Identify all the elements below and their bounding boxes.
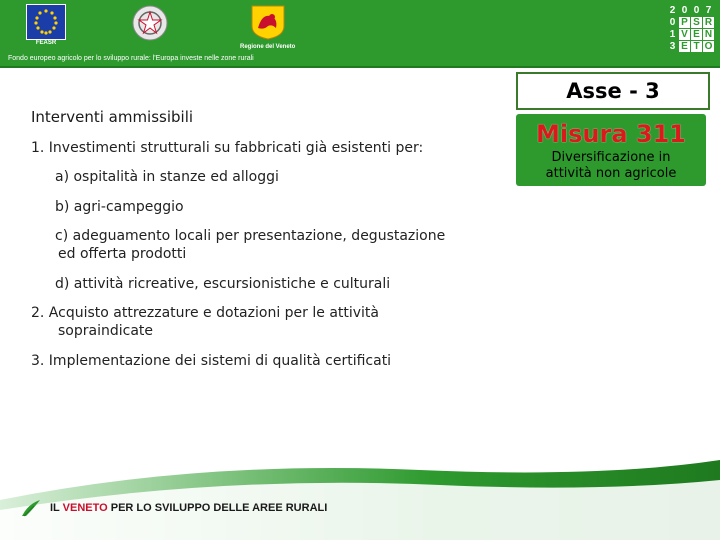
misura-box xyxy=(516,114,706,186)
list-item-1d: d) attività ricreative, escursionistiche e culturali xyxy=(55,276,391,292)
psr-cell: V xyxy=(679,29,690,40)
psr-cell: S xyxy=(691,17,702,28)
leaf-icon xyxy=(20,498,42,518)
section-heading: Interventi ammissibili xyxy=(31,108,194,126)
footer-wave-decoration xyxy=(0,440,720,540)
psr-cell: N xyxy=(704,29,713,40)
list-item-1: 1. Investimenti strutturali su fabbricati già esistenti per: xyxy=(31,140,424,156)
veneto-region-logo xyxy=(240,4,295,50)
header-tagline: Fondo europeo agricolo per lo sviluppo rurale: l'Europa investe nelle zone rurali xyxy=(8,55,254,62)
misura-description xyxy=(516,150,706,182)
psr-cell: 3 xyxy=(669,41,676,52)
psr-2007-2013-logo xyxy=(667,5,714,52)
psr-cell: 0 xyxy=(681,5,688,16)
psr-cell: R xyxy=(704,17,713,28)
psr-cell: E xyxy=(679,41,690,52)
misura-description-line2: attività non agricole xyxy=(545,166,677,181)
list-item-1c-line2: ed offerta prodotti xyxy=(58,246,187,262)
psr-cell: O xyxy=(704,41,713,52)
italy-emblem-logo xyxy=(131,4,169,46)
asse-title: Asse - 3 xyxy=(566,79,660,103)
header-band xyxy=(0,0,720,66)
lion-of-st-mark-icon xyxy=(248,4,288,40)
list-item-1c-line1: c) adeguamento locali per presentazione, degustazione xyxy=(55,228,446,244)
italy-emblem-icon xyxy=(131,4,169,42)
psr-cell: 7 xyxy=(705,5,712,16)
footer-highlight: VENETO xyxy=(62,502,108,514)
list-item-2-line1: 2. Acquisto attrezzature e dotazioni per le attività xyxy=(31,305,380,321)
psr-cell: T xyxy=(691,41,702,52)
list-item-2-line2: sopraindicate xyxy=(58,323,153,339)
eu-flag-icon xyxy=(26,4,66,40)
psr-cell: 2 xyxy=(669,5,676,16)
footer-slogan xyxy=(50,502,327,514)
list-item-1b: b) agri-campeggio xyxy=(55,199,184,215)
list-item-1a: a) ospitalità in stanze ed alloggi xyxy=(55,169,279,185)
eu-logo-caption: FEASR xyxy=(35,40,57,46)
psr-cell: P xyxy=(679,17,690,28)
misura-description-line1: Diversificazione in xyxy=(551,150,671,165)
eu-flag-logo xyxy=(26,4,66,46)
asse-label-box xyxy=(516,72,710,110)
psr-cell: 1 xyxy=(669,29,676,40)
list-item-3: 3. Implementazione dei sistemi di qualità certificati xyxy=(31,353,392,369)
footer-prefix: IL xyxy=(50,502,63,514)
header-divider xyxy=(0,66,720,68)
psr-cell: 0 xyxy=(669,17,676,28)
misura-title: Misura 311 xyxy=(536,120,686,148)
psr-cell: 0 xyxy=(693,5,700,16)
psr-cell: E xyxy=(691,29,702,40)
veneto-logo-caption: Regione del Veneto xyxy=(240,44,296,50)
footer-suffix: PER LO SVILUPPO DELLE AREE RURALI xyxy=(107,502,328,514)
